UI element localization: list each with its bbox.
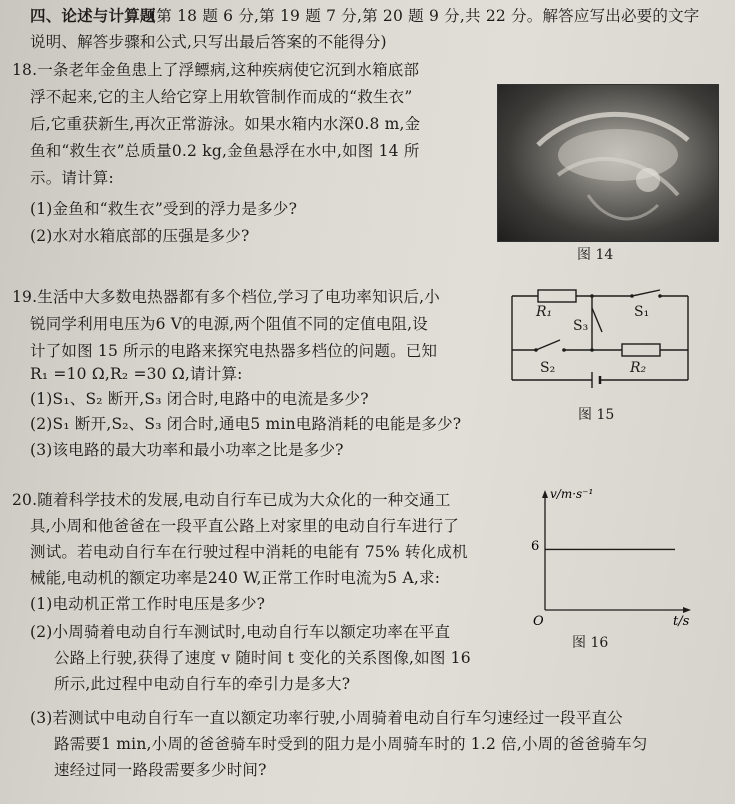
switch-s2 bbox=[536, 340, 560, 350]
figure-14-caption: 图 14 bbox=[577, 247, 614, 263]
q18-line-1: 18.一条老年金鱼患上了浮鳔病,这种疾病使它沉到水箱底部 bbox=[12, 61, 420, 79]
q19-line-3: 计了如图 15 所示的电路来探究电热器多档位的问题。已知 bbox=[30, 342, 438, 360]
q18-line-5: 示。请计算: bbox=[30, 169, 114, 187]
section-note-line2: 说明、解答步骤和公式,只写出最后答案的不能得分) bbox=[30, 33, 387, 51]
label-s3: S₃ bbox=[573, 318, 589, 334]
q20-subq-2-line-2: 公路上行驶,获得了速度 v 随时间 t 变化的关系图像,如图 16 bbox=[54, 649, 471, 667]
q20-subq-3-line-1: (3)若测试中电动自行车一直以额定功率行驶,小周骑着电动自行车匀速经过一段平直公 bbox=[30, 709, 623, 727]
q20-line-1: 20.随着科学技术的发展,电动自行车已成为大众化的一种交通工 bbox=[12, 491, 451, 509]
goldfish-photo bbox=[497, 84, 719, 242]
origin-label: O bbox=[533, 614, 544, 629]
y-axis-label: v/m·s⁻¹ bbox=[550, 487, 594, 501]
q20-subq-3-line-2: 路需要1 min,小周的爸爸骑车时受到的阻力是小周骑车时的 1.2 倍,小周的爸爸骑车匀 bbox=[54, 735, 648, 753]
q19-line-2: 锐同学利用电压为6 V的电源,两个阻值不同的定值电阻,设 bbox=[30, 315, 428, 333]
label-r2: R₂ bbox=[630, 360, 647, 376]
q20-line-4: 械能,电动机的额定功率是240 W,正常工作时电流为5 A,求: bbox=[30, 569, 441, 587]
q19-subq-1: (1)S₁、S₂ 断开,S₃ 闭合时,电路中的电流是多少? bbox=[30, 390, 369, 408]
label-s1: S₁ bbox=[634, 304, 650, 320]
label-r1: R₁ bbox=[536, 304, 553, 320]
q19-subq-3: (3)该电路的最大功率和最小功率之比是多少? bbox=[30, 441, 344, 459]
x-axis-label: t/s bbox=[673, 614, 690, 629]
q19-line-1: 19.生活中大多数电热器都有多个档位,学习了电功率知识后,小 bbox=[12, 288, 441, 306]
label-s2: S₂ bbox=[540, 360, 556, 376]
q18-line-3: 后,它重获新生,再次正常游泳。如果水箱内水深0.8 m,金 bbox=[30, 115, 421, 133]
resistor-r1 bbox=[538, 290, 576, 302]
q20-subq-1: (1)电动机正常工作时电压是多少? bbox=[30, 595, 266, 613]
q19-subq-2: (2)S₁ 断开,S₂、S₃ 闭合时,通电5 min电路消耗的电能是多少? bbox=[30, 415, 462, 433]
y-tick-label-6: 6 bbox=[531, 539, 540, 554]
switch-s1 bbox=[632, 290, 660, 296]
section-title: 四、论述与计算题 bbox=[30, 6, 156, 25]
switch-s3 bbox=[592, 308, 602, 332]
q20-line-3: 测试。若电动自行车在行驶过程中消耗的电能有 75% 转化成机 bbox=[30, 543, 468, 561]
vt-graph bbox=[525, 488, 715, 628]
x-axis-arrow bbox=[683, 607, 691, 613]
resistor-r2 bbox=[622, 344, 660, 356]
q20-subq-3-line-3: 速经过同一路段需要多少时间? bbox=[54, 761, 267, 779]
q18-line-4: 鱼和“救生衣”总质量0.2 kg,金鱼悬浮在水中,如图 14 所 bbox=[30, 142, 420, 160]
q18-subq-1: (1)金鱼和“救生衣”受到的浮力是多少? bbox=[30, 200, 298, 218]
figure-16-caption: 图 16 bbox=[572, 635, 609, 651]
q20-subq-2-line-3: 所示,此过程中电动自行车的牵引力是多大? bbox=[54, 675, 351, 693]
figure-15-caption: 图 15 bbox=[578, 407, 615, 423]
q20-line-2: 具,小周和他爸爸在一段平直公路上对家里的电动自行车进行了 bbox=[30, 517, 460, 535]
goldfish-image bbox=[498, 85, 718, 241]
y-axis-arrow bbox=[542, 490, 548, 498]
section-note-line1: (第 18 题 6 分,第 19 题 7 分,第 20 题 9 分,共 22 分。解答应写出必要的文字 bbox=[150, 7, 700, 25]
q18-subq-2: (2)水对水箱底部的压强是多少? bbox=[30, 227, 250, 245]
q18-line-2: 浮不起来,它的主人给它穿上用软管制作而成的“救生衣” bbox=[30, 88, 413, 106]
q20-subq-2-line-1: (2)小周骑着电动自行车测试时,电动自行车以额定功率在平直 bbox=[30, 623, 451, 641]
q19-line-4: R₁ =10 Ω,R₂ =30 Ω,请计算: bbox=[30, 365, 243, 383]
